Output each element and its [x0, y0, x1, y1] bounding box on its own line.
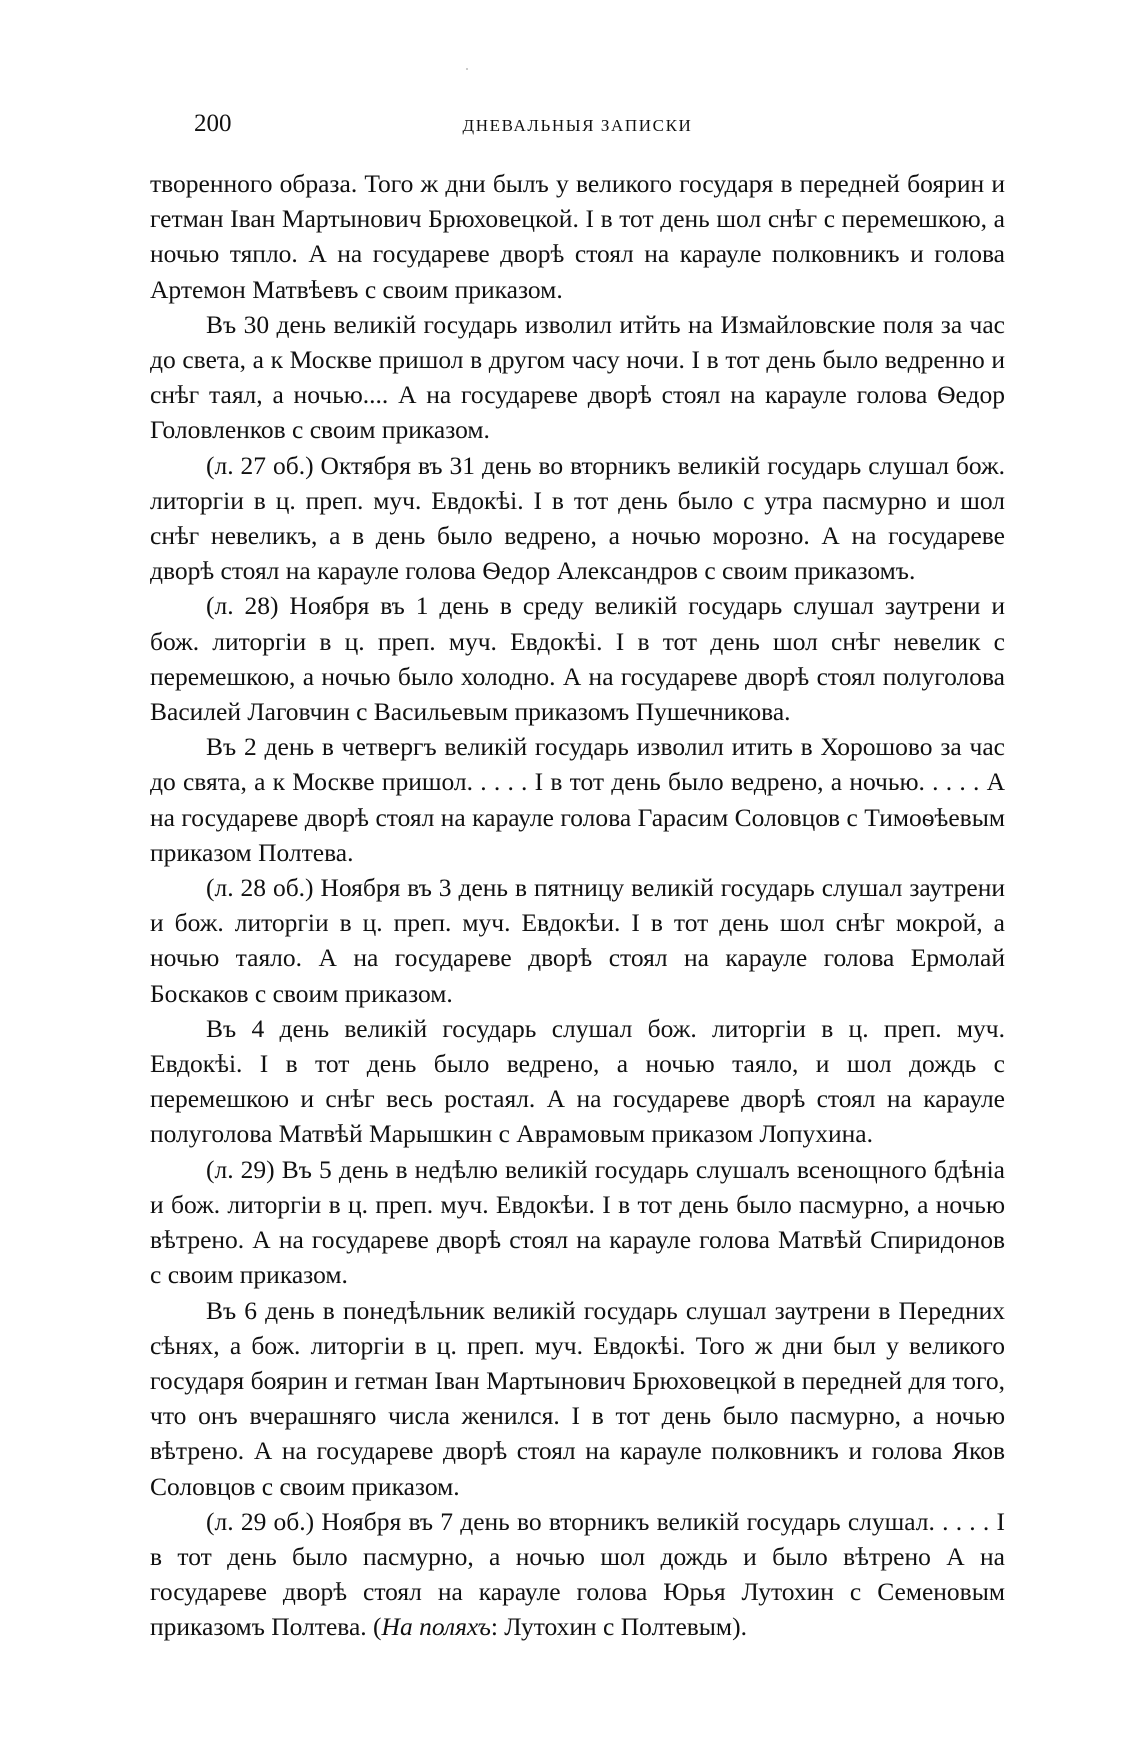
- running-head: ДНЕВАЛЬНЫЯ ЗАПИСКИ: [462, 116, 693, 135]
- paragraph: (л. 28 об.) Ноября въ 3 день в пятницу великій государь слушал заутрени и бож. литоргіи в ц. преп. муч. Евдокѣи. І в тот день шол снѣг мокрой, а ночью таяло. А на государеве дворѣ стоял на карауле голова Ермолай Боскаков с своим приказом.: [150, 873, 1005, 1008]
- paragraph-last-text: (л. 29 об.) Ноября въ 7 день во вторникъ великій государь слушал. . . . . І в тот день было пасмурно, а ночью шол дождь и было вѣтрено А на государеве дворѣ стоял на карауле голова Юрья Лутохин с Семеновым приказомъ Полтева.: [150, 1506, 1005, 1642]
- paragraph: Въ 30 день великій государь изволил итйть на Измайловские поля за час до света, а к Москве пришол в другом часу ночи. І в тот день было ведренно и снѣг таял, а ночью.... А на государеве дворѣ стоял на карауле голова Ѳедор Головленков с своим приказом.: [150, 309, 1005, 445]
- paragraph-last: [150, 1504, 1005, 1645]
- paragraph: творенного образа. Того ж дни былъ у великого государя в передней боярин и гетман Іван Мартынович Брюховецкой. І в тот день шол снѣг с перемешкою, а ночью тяпло. А на государеве дворѣ стоял на карауле полковникъ и голова Артемон Матвѣевъ с своим приказом.: [150, 169, 1005, 304]
- margin-note-label: На поляхъ: [381, 1612, 491, 1642]
- page-number: 200: [194, 110, 232, 137]
- paragraph: Въ 2 день в четвергъ великій государь изволил итить в Хорошово за час до свята, а к Москве пришол. . . . . І в тот день было ведрено, а ночью. . . . . А на государеве дворѣ стоял на карауле голова Гарасим Соловцов с Тимоѳѣевым приказом Полтева.: [150, 732, 1005, 867]
- margin-note-open: (: [366, 1612, 382, 1642]
- page-header: [150, 110, 1005, 150]
- paragraph: (л. 29) Въ 5 день в недѣлю великій государь слушалъ всенощного бдѣніа и бож. литоргіи в ц. преп. муч. Евдокѣи. І в тот день было пасмурно, а ночью вѣтрено. А на государеве дворѣ стоял на карауле голова Матвѣй Спиридонов с своим приказом.: [150, 1154, 1005, 1290]
- body-text: [150, 166, 1005, 1645]
- paragraph: Въ 4 день великій государь слушал бож. литоргіи в ц. преп. муч. Евдокѣі. І в тот день было ведрено, а ночью таяло, и шол дождь с перемешкою и снѣг весь ростаял. А на государеве дворѣ стоял на карауле полуголова Матвѣй Марышкин с Аврамовым приказом Лопухина.: [150, 1013, 1005, 1149]
- paragraph: Въ 6 день в понедѣльник великій государь слушал заутрени в Передних сѣнях, а бож. литоргіи в ц. преп. муч. Евдокѣі. Того ж дни был у великого государя боярин и гетман Іван Мартынович Брюховецкой в передней для того, что онъ вчерашняго числа женился. І в тот день было пасмурно, а ночью вѣтрено. А на государеве дворѣ стоял на карауле полковникъ и голова Яков Соловцов с своим приказом.: [150, 1295, 1005, 1501]
- scan-speck: [466, 68, 468, 70]
- paragraph: (л. 28) Ноября въ 1 день в среду великій государь слушал заутрени и бож. литоргіи в ц. преп. муч. Евдокѣі. І в тот день шол снѣг невелик с перемешкою, а ночью было холодно. А на государеве дворѣ стоял полуголова Василей Лаговчин с Васильевым приказомъ Пушечникова.: [150, 591, 1005, 727]
- margin-note-text: : Лутохин с Полтевым).: [490, 1612, 747, 1642]
- paragraph: (л. 27 об.) Октября въ 31 день во вторникъ великій государь слушал бож. литоргіи в ц. преп. муч. Евдокѣі. І в тот день было с утра пасмурно и шол снѣг невеликъ, а в день было ведрено, а ночью морозно. А на государеве дворѣ стоял на карауле голова Ѳедор Александров с своим приказомъ.: [150, 450, 1005, 586]
